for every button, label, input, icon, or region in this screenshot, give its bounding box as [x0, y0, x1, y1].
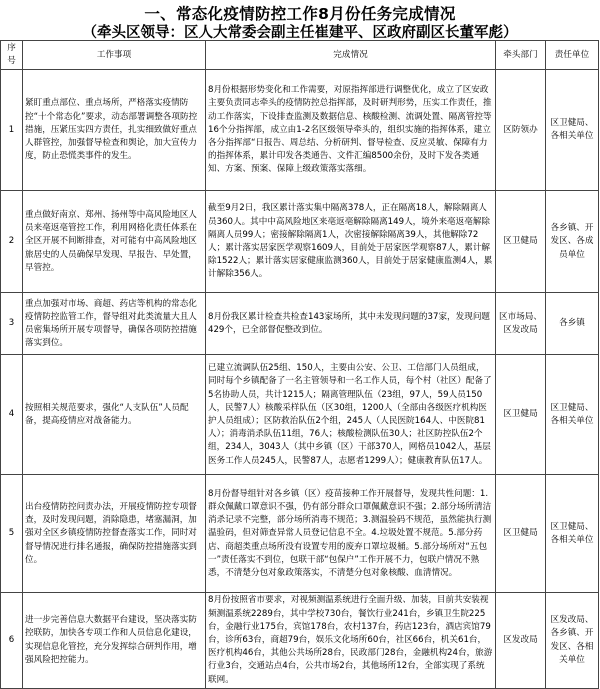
- table-row: [1, 191, 599, 293]
- table-row: [1, 475, 599, 593]
- header-item: 工作事项: [23, 41, 206, 70]
- cell-resp: 区发改局、各乡镇、开发区、各相关单位: [546, 593, 599, 688]
- cell-seq: 3: [1, 293, 23, 355]
- document-title: 一、常态化疫情防控工作8月份任务完成情况: [144, 5, 456, 23]
- cell-resp: 区卫健局、各相关单位: [546, 355, 599, 475]
- cell-item: 重点做好南京、郑州、扬州等中高风险地区人员来亳返亳管控工作，利用网格化责任体系在全区开展不间断排查，对可能有中高风险地区旅居史的人员确保早发现、早报告、早处置，早管控。: [23, 191, 206, 293]
- cell-lead: 区卫健局: [496, 355, 546, 475]
- header-seq: 序号: [1, 41, 23, 70]
- cell-item: 进一步完善信息大数据平台建设，坚决落实防控联防，加快各专项工作和人员信息化建设，实现信息化管控，充分发挥综合研判作用，增强风险把控能力。: [23, 593, 206, 688]
- cell-seq: 2: [1, 191, 23, 293]
- cell-status: 截至9月2日，我区累计落实集中隔离378人，正在隔离18人，解除隔离人员360人。其中中高风险地区来亳返亳解除隔离149人，境外来亳返亳解除隔离人员99人；密接解除隔离1人，次密接解除隔离39人，其他解除72人；累计落实居家医学观察1609人，目前处于居家医学观察87人，累计解除1522人；累计落实居家健康监测360人，目前处于居家健康监测4人，累计解除356人。: [206, 191, 496, 293]
- cell-item: 重点加强对市场、商超、药店等机构的常态化疫情防控监管工作，督导组对此类流量大且人员密集场所开展专项督导，确保各项防控措施落实到位。: [23, 293, 206, 355]
- cell-seq: 6: [1, 593, 23, 688]
- table-header-row: [1, 41, 599, 70]
- cell-item: 紧盯重点部位、重点场所，严格落实疫情防控“十个常态化”要求，动态部署调整各项防控措施，压紧压实四方责任，扎实细致做好重点人群管控，加强督导检查和舆论，加大宣传力度，防止恐慌类事件的发生。: [23, 70, 206, 191]
- cell-item: 出台疫情防控问责办法，开展疫情防控专项督查，及时发现问题，消除隐患，堵塞漏洞，加强对全区乡镇疫情防控督查落实工作，同时对督导情况进行排名通报，确保防控措施落实到位。: [23, 475, 206, 593]
- cell-item: 按照相关规范要求，强化“人支队伍”人员配备，提高疫情应对战备能力。: [23, 355, 206, 475]
- header-status: 完成情况: [206, 41, 496, 70]
- cell-status: 8月份根据形势变化和工作需要，对原指挥部进行调整优化，成立了区安政主要负责同志牵头的疫情防控总指挥部，及时研判形势，压实工作责任，推动工作落实，下设排查监测及数据信息、核酸检测、流调处置、隔离管控等16个分指挥部，成立由1-2名区级领导牵头的，组织实施的指挥体系，建立各分指挥部“日报告、周总结、分析研判、督导检查、反应灵敏、保障有力的指挥体系，累计印发各类通告、文件汇编8500余份，及时下发各类通知、方案、预案、保障上级政策落实落细。: [206, 70, 496, 191]
- cell-seq: 4: [1, 355, 23, 475]
- table-row: [1, 593, 599, 688]
- cell-resp: 区卫健局、各相关单位: [546, 475, 599, 593]
- cell-status: 已建立流调队伍25组、150人，主要由公安、公卫、工信部门人员组成，同时每个乡镇配备了一名主管领导和一名工作人员，每个村（社区）配备了5名协助人员，共计1215人；隔离管理队伍（23组，97人，59人员150人，民警7人）核酸采样队伍（区30组，1200人（全部由各级医疗机构医护人员组成）；区防救治队伍2个组，245人（人民医院164人、中医院81人）；消毒消杀队伍11组，76人；核酸检测队伍30人；社区防控队伍2个组，234人，3043人（其中乡镇（区）干部370人，网格员1042人，基层医务工作人员245人，民警87人，志愿者1299人）；健康教育队伍17人。: [206, 355, 496, 475]
- table-row: [1, 70, 599, 191]
- cell-lead: 区防领办: [496, 70, 546, 191]
- cell-status: 8月份按照省市要求，对视频测温系统进行全面升级、加装，目前共安装视频测温系统2289台，其中学校730台，餐饮行业241台，乡镇卫生院225台，金融行业175台，宾馆178台，农村137台，药店123台，酒店宾馆79台，诊所63台，商超79台，娱乐文化场所60台，社区66台，机关61台，医疗机构46台，其他公共场所28台，民政部门28台，金融机构24台，旅游行业3台，交通站点4台，公共市场2台，其他场所12台，全部实现了系统联网。: [206, 593, 496, 688]
- header-resp: 责任单位: [546, 41, 599, 70]
- header-lead: 牵头部门: [496, 41, 546, 70]
- cell-seq: 1: [1, 70, 23, 191]
- cell-status: 8月份督导组针对各乡镇（区）疫苗接种工作开展督导，发现共性问题：1.群众佩戴口罩意识不强，仍有部分群众口罩佩戴意识不强；2.部分场所清洁消杀记录不完整，部分场所消毒不规范；3.测温验码不规范，虽然能执行测温验码，但对筛查异常人员登记信息不全。4.垃圾处置不规范。5.部分药店、商超类重点场所没有设置专用的废弃口罩垃圾桶。5.部分场所对“五包一”责任落实不到位，包联干部“包保户”工作开展不力，包联户情况不熟悉，不清楚分包对象政策落实，不清楚分包对象核酸、血清情况。: [206, 475, 496, 593]
- cell-resp: 各乡镇、开发区、各成员单位: [546, 191, 599, 293]
- cell-resp: 各乡镇: [546, 293, 599, 355]
- document-subtitle: （牵头区领导：区人大常委会副主任崔建平、区政府副区长董军彪）: [82, 25, 518, 41]
- table-row: [1, 355, 599, 475]
- cell-status: 8月份我区累计检查共检查143家场所，其中未发现问题的37家，发现问题429个，已全部督促整改到位。: [206, 293, 496, 355]
- task-table: [0, 40, 599, 689]
- cell-seq: 5: [1, 475, 23, 593]
- cell-lead: 区发改局: [496, 593, 546, 688]
- cell-resp: 区卫健局、各相关单位: [546, 70, 599, 191]
- cell-lead: 区卫健局: [496, 191, 546, 293]
- cell-lead: 区市场局、区发改局: [496, 293, 546, 355]
- table-row: [1, 293, 599, 355]
- cell-lead: 区卫健局: [496, 475, 546, 593]
